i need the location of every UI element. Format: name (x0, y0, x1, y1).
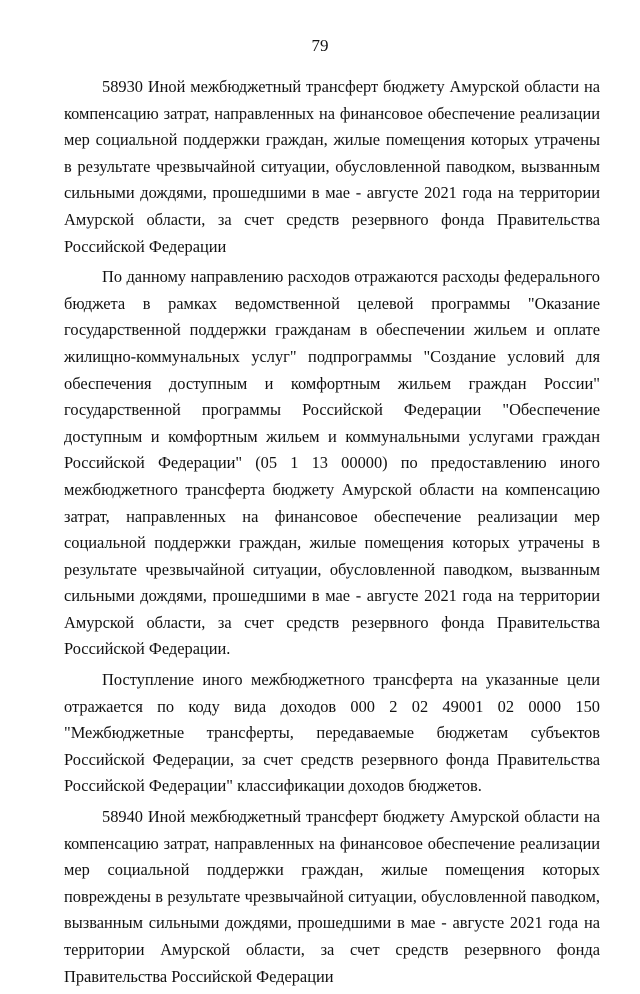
document-body (64, 74, 600, 994)
page-number: 79 (311, 36, 329, 55)
paragraph-expense-direction: По данному направлению расходов отражаются расходы федерального бюджета в рамках ведомственной целевой программы "Оказание государственной поддержки гражданам в обеспечении жильем и оплате жилищно-коммунальных услуг" подпрограммы "Создание условий для обеспечения доступным и комфортным жильем граждан России" государственной программы Российской Федерации "Обеспечение доступным и комфортным жильем и коммунальными услугами граждан Российской Федерации" (05 1 13 00000) по предоставлению иного межбюджетного трансферта бюджету Амурской области на компенсацию затрат, направленных на финансовое обеспечение реализации мер социальной поддержки граждан, жилые помещения которых утрачены в результате чрезвычайной ситуации, обусловленной паводком, вызванным сильными дождями, прошедшими в мае - августе 2021 года на территории Амурской области, за счет средств резервного фонда Правительства Российской Федерации. (64, 267, 600, 659)
paragraph-58930-heading: 58930 Иной межбюджетный трансферт бюджету Амурской области на компенсацию затрат, направленных на финансовое обеспечение реализации мер социальной поддержки граждан, жилые помещения которых утрачены в результате чрезвычайной ситуации, обусловленной паводком, вызванным сильными дождями, прошедшими в мае - августе 2021 года на территории Амурской области, за счет средств резервного фонда Правительства Российской Федерации (64, 77, 600, 256)
paragraph-revenue-code: Поступление иного межбюджетного трансферта на указанные цели отражается по коду вида доходов 000 2 02 49001 02 0000 150 "Межбюджетные трансферты, передаваемые бюджетам субъектов Российской Федерации, за счет средств резервного фонда Правительства Российской Федерации" классификации доходов бюджетов. (64, 670, 600, 796)
paragraph-58940-heading: 58940 Иной межбюджетный трансферт бюджету Амурской области на компенсацию затрат, направленных на финансовое обеспечение реализации мер социальной поддержки граждан, жилые помещения которых повреждены в результате чрезвычайной ситуации, обусловленной паводком, вызванным сильными дождями, прошедшими в мае - августе 2021 года на территории Амурской области, за счет средств резервного фонда Правительства Российской Федерации (64, 807, 600, 986)
